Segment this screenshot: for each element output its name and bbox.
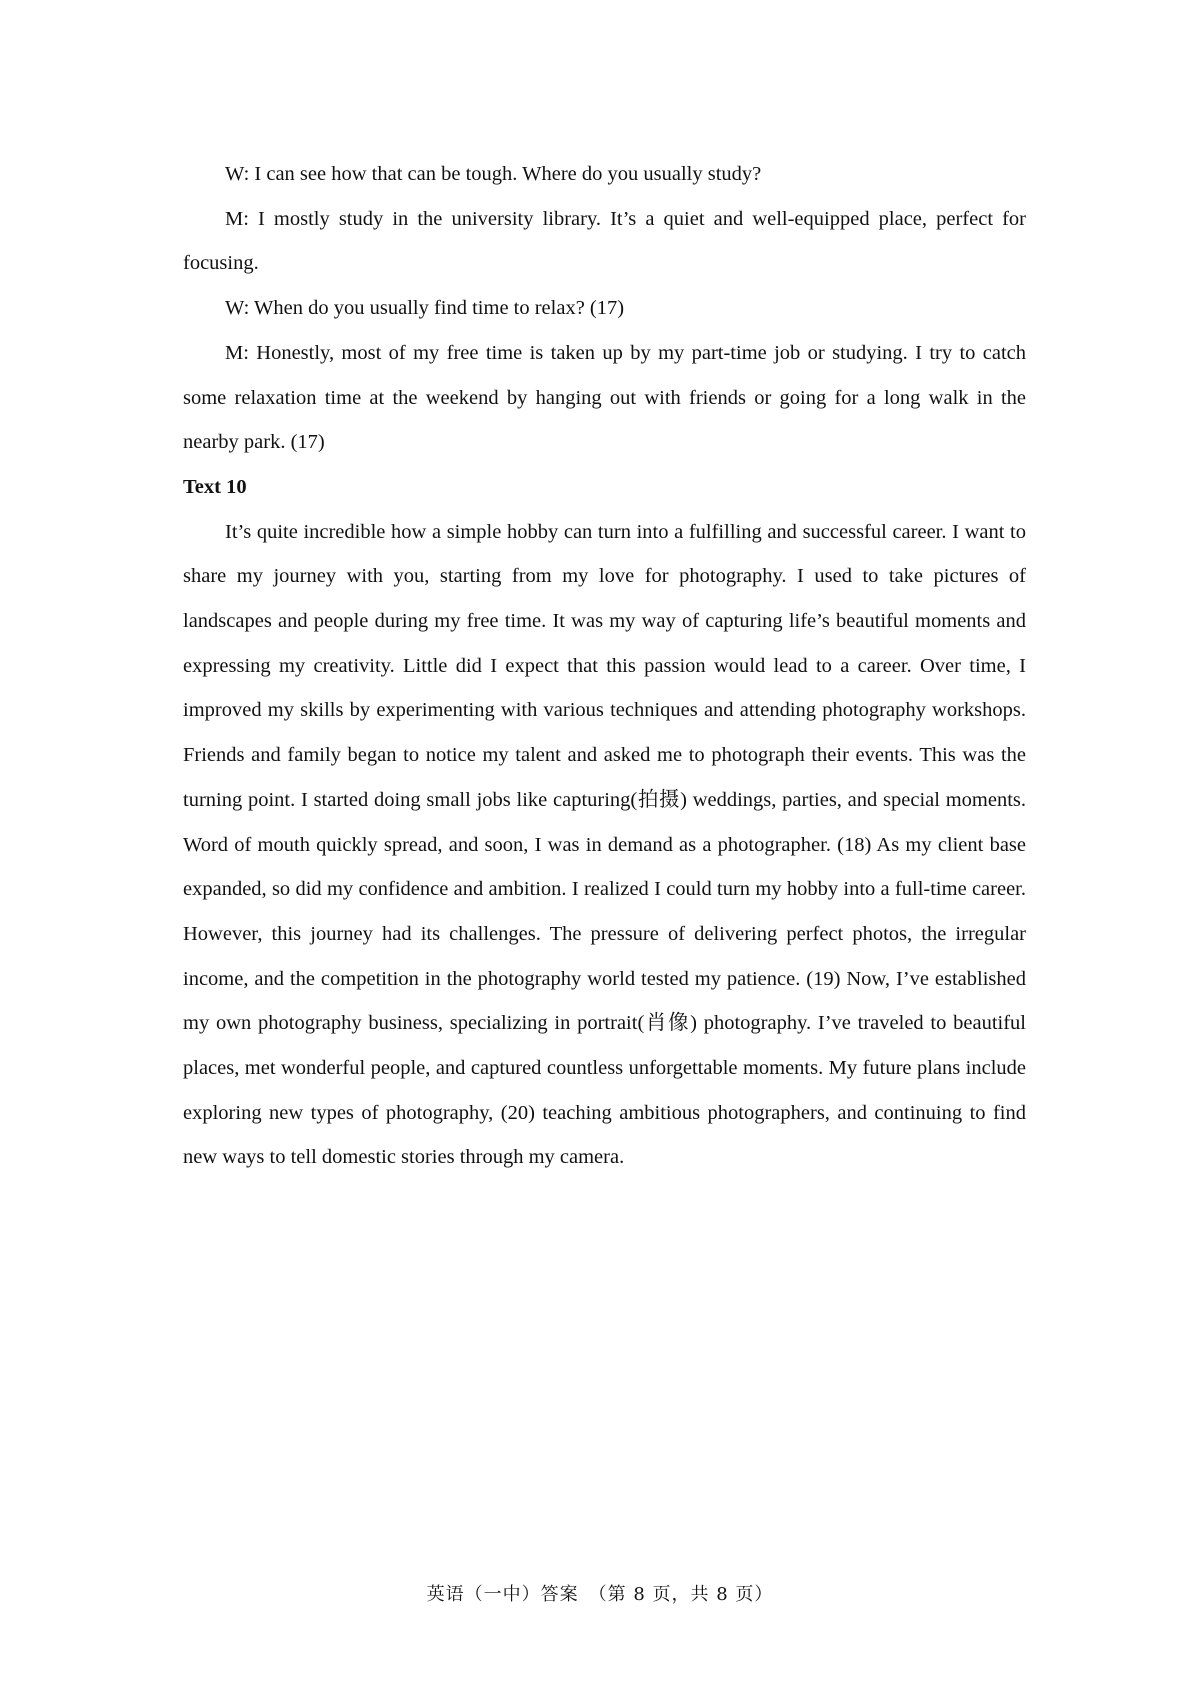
document-body (183, 152, 1026, 1180)
section-paragraph: It’s quite incredible how a simple hobby can turn into a fulfilling and successful career. I want to share my journey with you, starting from my love for photography. I used to take pictures of landscapes and people during my free time. It was my way of capturing life’s beautiful moments and expressing my creativity. Little did I expect that this passion would lead to a career. Over time, I improved my skills by experimenting with various techniques and attending photography workshops. Friends and family began to notice my talent and asked me to photograph their events. This was the turning point. I started doing small jobs like capturing(拍摄) weddings, parties, and special moments. Word of mouth quickly spread, and soon, I was in demand as a photographer. (18) As my client base expanded, so did my confidence and ambition. I realized I could turn my hobby into a full-time career. However, this journey had its challenges. The pressure of delivering perfect photos, the irregular income, and the competition in the photography world tested my patience. (19) Now, I’ve established my own photography business, specializing in portrait(肖像) photography. I’ve traveled to beautiful places, met wonderful people, and captured countless unforgettable moments. My future plans include exploring new types of photography, (20) teaching ambitious photographers, and continuing to find new ways to tell domestic stories through my camera. (183, 520, 1026, 1169)
dialogue-line-m-library: M: I mostly study in the university library. It’s a quiet and well-equipped place, perfect for focusing. (183, 207, 1026, 275)
section-heading: Text 10 (183, 475, 247, 498)
dialogue-line-m-free-time: M: Honestly, most of my free time is taken up by my part-time job or studying. I try to catch some relaxation time at the weekend by hanging out with friends or going for a long walk in the nearby park. (17) (183, 341, 1026, 454)
page-footer: 英语（一中）答案 （第 8 页，共 8 页） (426, 1584, 774, 1605)
dialogue-line-w-relax: W: When do you usually find time to relax? (17) (225, 297, 625, 320)
dialogue-line-w-study: W: I can see how that can be tough. Where do you usually study? (225, 163, 762, 185)
